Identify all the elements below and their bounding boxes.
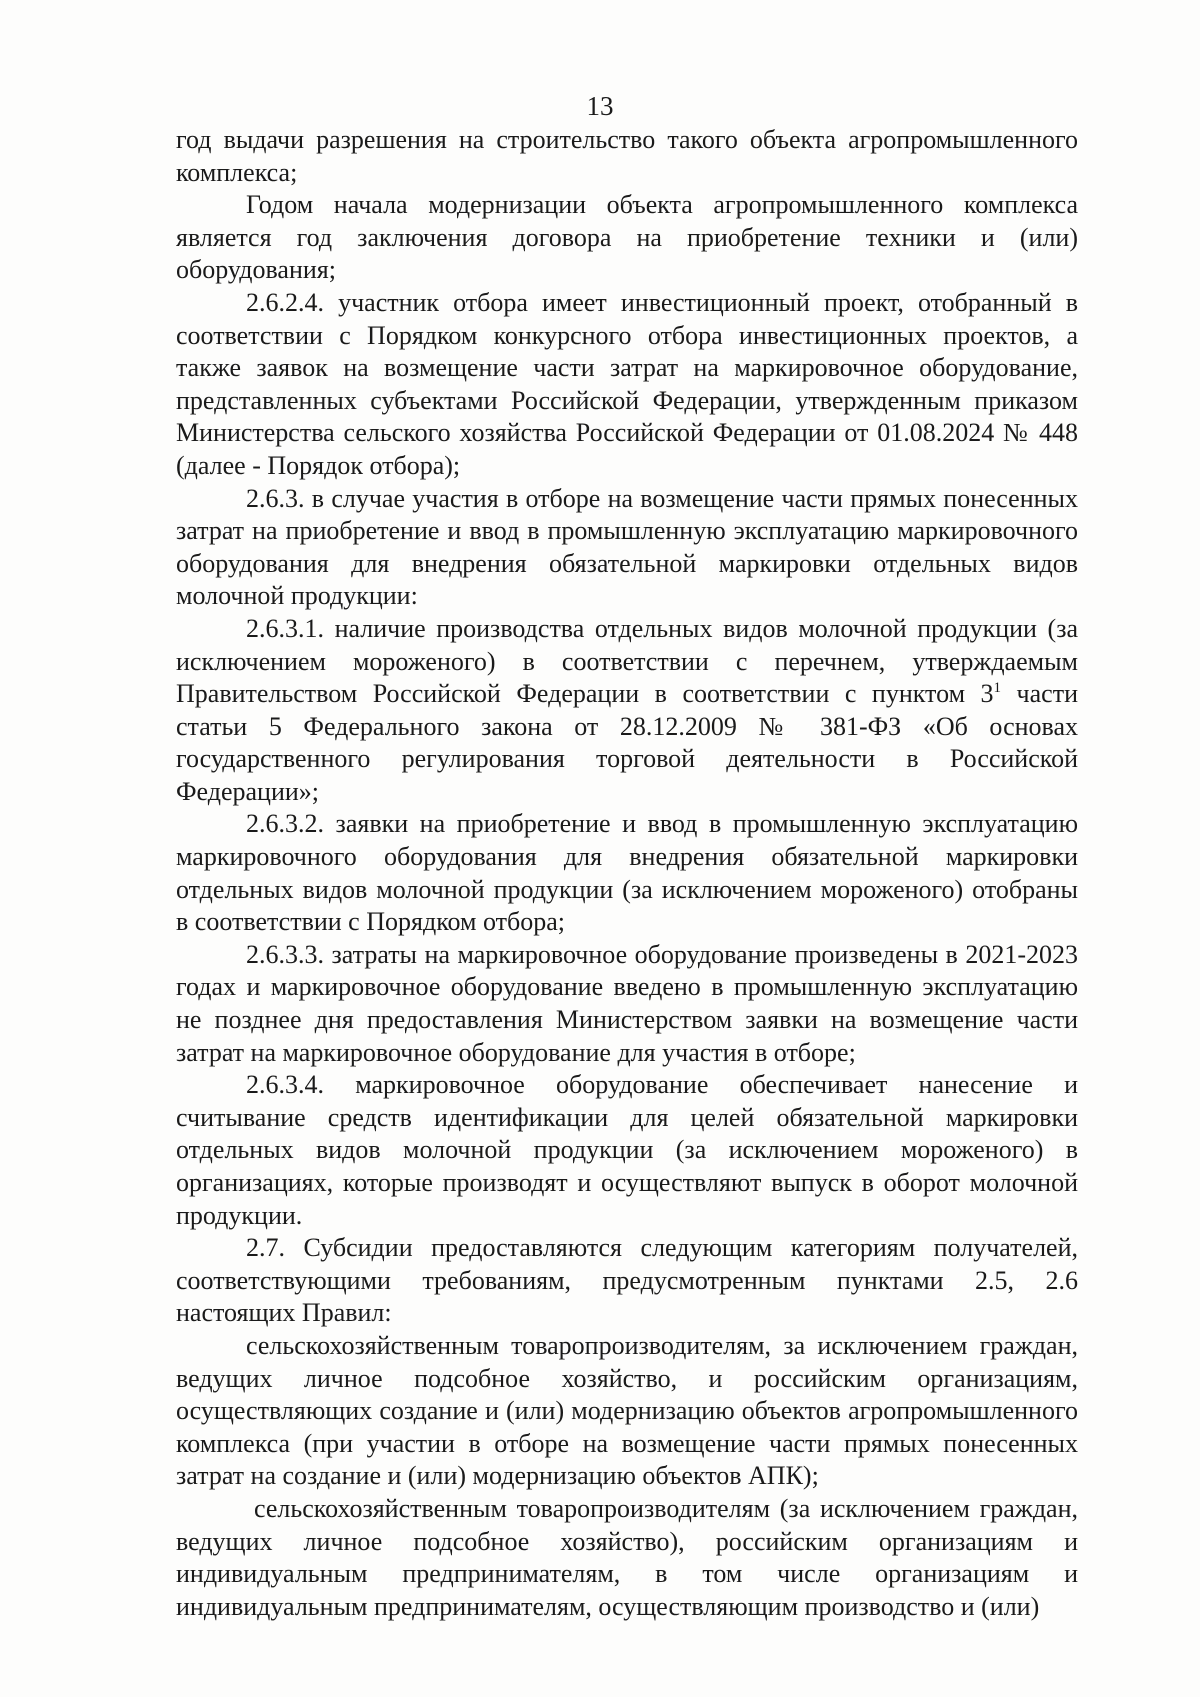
document-body: [176, 124, 1078, 1623]
paragraph: 2.7. Субсидии предоставляются следующим категориям получателей, соответствующими требованиям, предусмотренным пунктами 2.5, 2.6 настоящих Правил:: [176, 1233, 1078, 1328]
paragraph: 2.6.2.4. участник отбора имеет инвестиционный проект, отобранный в соответствии с Порядком конкурсного отбора инвестиционных проектов, а также заявок на возмещение части затрат на маркировочное оборудование, представленных субъектами Российской Федерации, утвержденным приказом Министерства сельского хозяйства Российской Федерации от 01.08.2024 № 448 (далее - Порядок отбора);: [176, 287, 1078, 480]
paragraph: Годом начала модернизации объекта агропромышленного комплекса является год заключения договора на приобретение техники и (или) оборудования;: [176, 190, 1078, 285]
paragraph: сельскохозяйственным товаропроизводителям, за исключением граждан, ведущих личное подсобное хозяйство, и российским организациям, осуществляющих создание и (или) модернизацию объектов агропромышленного комплекса (при участии в отборе на возмещение части прямых понесенных затрат на создание и (или) модернизацию объектов АПК);: [176, 1330, 1078, 1491]
superscript: 1: [993, 680, 1002, 697]
paragraph: 2.6.3.4. маркировочное оборудование обеспечивает нанесение и считывание средств идентификации для целей обязательной маркировки отдельных видов молочной продукции (за исключением мороженого) в организациях, которые производят и осуществляют выпуск в оборот молочной продукции.: [176, 1070, 1078, 1230]
paragraph: сельскохозяйственным товаропроизводителям (за исключением граждан, ведущих личное подсобное хозяйство), российским организациям и индивидуальным предпринимателям, в том числе организациям и индивидуальным предпринимателям, осуществляющим производство и (или): [176, 1493, 1078, 1621]
paragraph-text: части статьи 5 Федерального закона от 28.12.2009 № 381-ФЗ «Об основах государственного регулирования торговой деятельности в Российской Федерации»;: [176, 679, 1078, 806]
page-number: 13: [586, 91, 614, 121]
paragraph-text: 2.6.3.1. наличие производства отдельных видов молочной продукции (за исключением мороженого) в соответствии с перечнем, утверждаемым Правительством Российской Федерации в соответствии с пунктом 3: [176, 613, 1078, 709]
paragraph: 2.6.3.3. затраты на маркировочное оборудование произведены в 2021-2023 годах и маркировочное оборудование введено в промышленную эксплуатацию не позднее дня предоставления Министерством заявки на возмещение части затрат на маркировочное оборудование для участия в отборе;: [176, 939, 1078, 1067]
paragraph: [176, 613, 1078, 809]
paragraph: 2.6.3. в случае участия в отборе на возмещение части прямых понесенных затрат на приобретение и ввод в промышленную эксплуатацию маркировочного оборудования для внедрения обязательной маркировки отдельных видов молочной продукции:: [176, 483, 1078, 611]
paragraph: год выдачи разрешения на строительство такого объекта агропромышленного комплекса;: [176, 125, 1078, 187]
paragraph: 2.6.3.2. заявки на приобретение и ввод в промышленную эксплуатацию маркировочного оборудования для внедрения обязательной маркировки отдельных видов молочной продукции (за исключением мороженого) отобраны в соответствии с Порядком отбора;: [176, 809, 1078, 937]
